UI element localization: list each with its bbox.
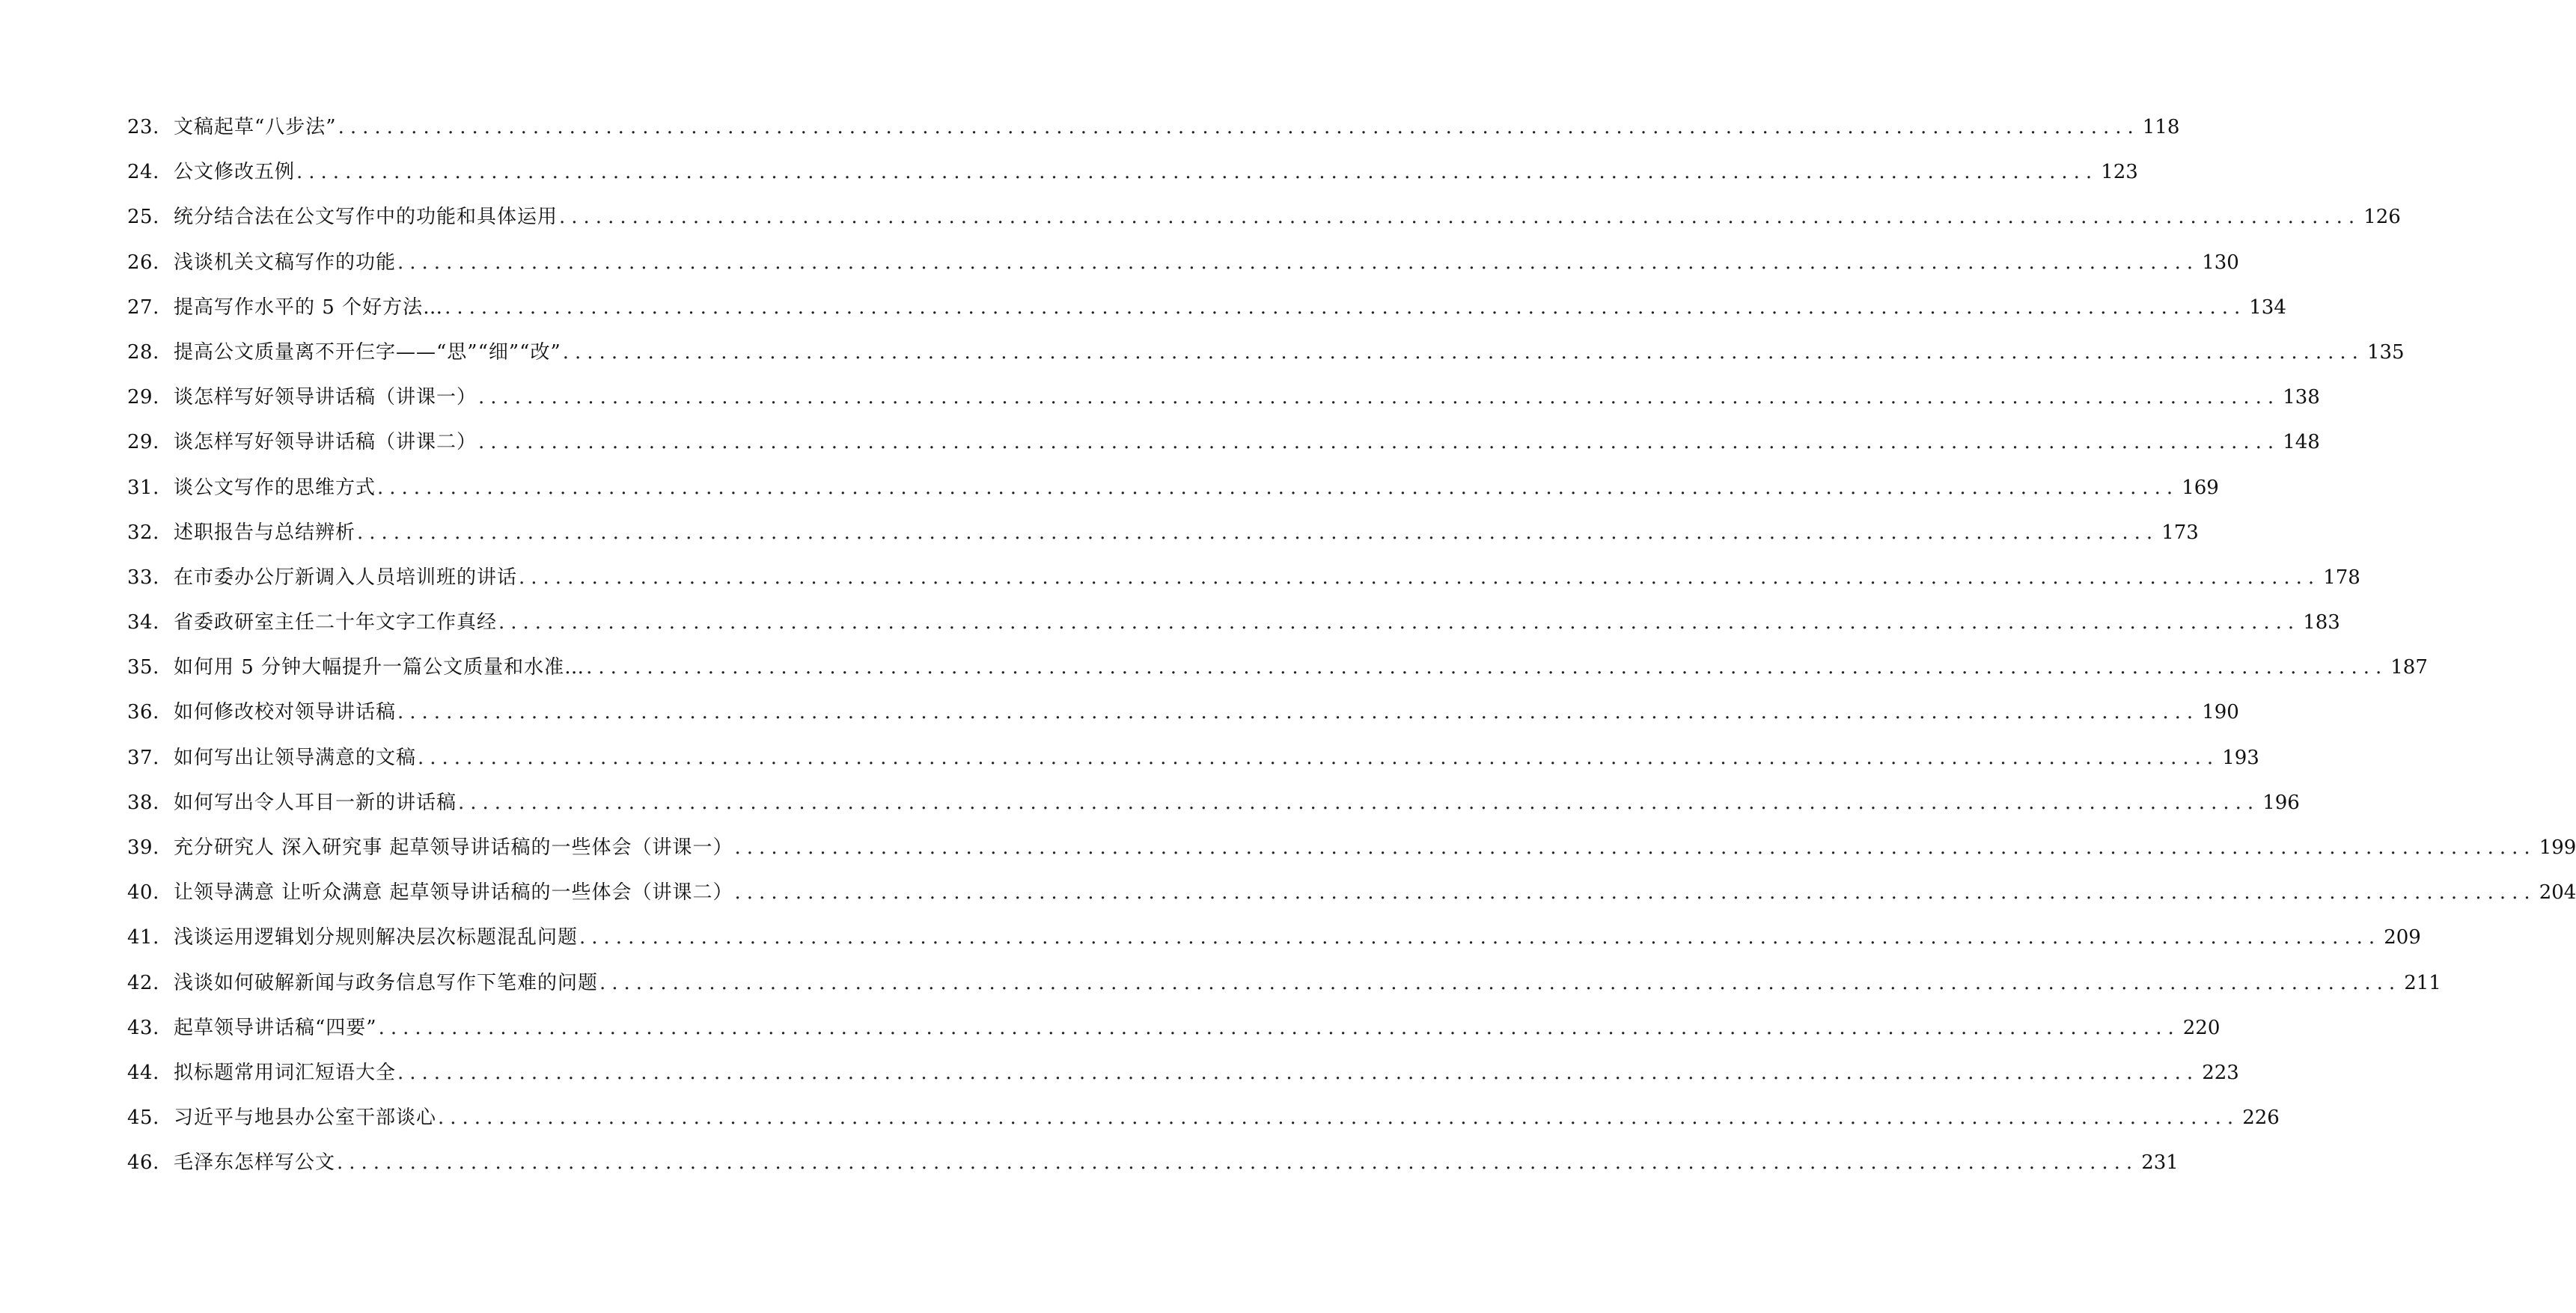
toc-leader-dots — [563, 330, 2364, 375]
toc-entry-number: 35. — [127, 656, 159, 679]
toc-leader-dots — [397, 690, 2199, 735]
toc-entry-number: 37. — [127, 746, 159, 769]
toc-entry-title: 充分研究人 深入研究事 起草领导讲话稿的一些体会（讲课一） — [174, 836, 733, 859]
toc-entry-title: 述职报告与总结辨析 — [174, 521, 356, 544]
toc-entry-page: 134 — [2249, 296, 2286, 319]
toc-leader-dots — [397, 240, 2199, 285]
toc-entry-number: 41. — [127, 926, 159, 949]
toc-entry[interactable] — [127, 240, 2239, 285]
toc-entry-title: 拟标题常用词汇短语大全 — [174, 1061, 397, 1084]
toc-entry-number: 46. — [127, 1151, 159, 1175]
toc-entry-number: 36. — [127, 701, 159, 724]
toc-entry[interactable] — [127, 961, 2441, 1006]
toc-entry-page: 118 — [2142, 116, 2180, 138]
toc-entry-title: 提高公文质量离不开仨字——“思”“细”“改” — [174, 340, 561, 364]
toc-entry-page: 187 — [2390, 656, 2428, 679]
toc-entry[interactable] — [127, 1050, 2239, 1095]
toc-leader-dots — [377, 465, 2179, 510]
toc-leader-dots — [418, 735, 2219, 780]
toc-entry-page: 223 — [2202, 1061, 2239, 1084]
toc-entry[interactable] — [127, 690, 2239, 735]
toc-entry[interactable] — [127, 1140, 2179, 1185]
toc-entry-number: 32. — [127, 521, 159, 544]
toc-entry[interactable] — [127, 465, 2219, 510]
toc-entry-number: 38. — [127, 791, 159, 814]
toc-entry-page: 220 — [2182, 1016, 2221, 1039]
toc-entry-number: 23. — [127, 116, 159, 138]
toc-entry-page: 204 — [2539, 881, 2576, 905]
toc-entry-number: 40. — [127, 881, 159, 905]
toc-entry-number: 45. — [127, 1107, 159, 1130]
toc-leader-dots — [296, 150, 2098, 195]
toc-entry-title: 谈怎样写好领导讲话稿（讲课一） — [174, 386, 477, 409]
toc-entry-title: 统分结合法在公文写作中的功能和具体运用 — [174, 206, 558, 229]
toc-entry-page: 178 — [2323, 566, 2360, 589]
toc-leader-dots — [498, 600, 2300, 645]
toc-entry[interactable] — [127, 330, 2405, 375]
toc-entry-title: 如何写出让领导满意的文稿 — [174, 746, 417, 769]
toc-entry-page: 209 — [2384, 926, 2421, 949]
toc-entry[interactable] — [127, 780, 2300, 825]
toc-entry-title: 谈公文写作的思维方式 — [174, 476, 376, 499]
toc-leader-dots — [559, 195, 2360, 239]
toc-entry-title: 如何用 5 分钟大幅提升一篇公文质量和水准… — [174, 656, 585, 679]
toc-entry-number: 24. — [127, 161, 159, 184]
toc-entry-page: 148 — [2283, 431, 2320, 454]
toc-entry-page: 231 — [2141, 1151, 2179, 1175]
toc-entry-page: 190 — [2202, 701, 2239, 724]
toc-entry[interactable] — [127, 735, 2259, 780]
toc-entry-page: 126 — [2363, 206, 2401, 229]
toc-entry-number: 29. — [127, 431, 159, 454]
toc-entry-title: 习近平与地县办公室干部谈心 — [174, 1107, 437, 1130]
toc-leader-dots — [397, 1050, 2199, 1095]
toc-entry-title: 谈怎样写好领导讲话稿（讲课二） — [174, 431, 477, 454]
toc-entry[interactable] — [127, 420, 2320, 465]
toc-entry-page: 196 — [2262, 791, 2300, 814]
toc-entry-number: 28. — [127, 340, 159, 364]
toc-entry[interactable] — [127, 1006, 2221, 1050]
toc-leader-dots — [579, 915, 2381, 960]
toc-entry-page: 193 — [2222, 746, 2259, 769]
toc-leader-dots — [338, 105, 2140, 150]
toc-entry-title: 省委政研室主任二十年文字工作真经 — [174, 611, 498, 634]
toc-entry[interactable] — [127, 285, 2286, 330]
toc-entry-number: 34. — [127, 611, 159, 634]
toc-entry-title: 浅谈如何破解新闻与政务信息写作下笔难的问题 — [174, 971, 599, 994]
toc-entry[interactable] — [127, 825, 2576, 870]
toc-entry-number: 26. — [127, 251, 159, 274]
toc-entry[interactable] — [127, 510, 2199, 555]
toc-entry[interactable] — [127, 150, 2138, 195]
toc-entry-page: 169 — [2182, 476, 2219, 499]
toc-entry-page: 183 — [2303, 611, 2340, 634]
toc-leader-dots — [445, 285, 2246, 330]
toc-entry[interactable] — [127, 555, 2360, 600]
toc-entry[interactable] — [127, 375, 2320, 420]
toc-entry[interactable] — [127, 195, 2401, 239]
toc-leader-dots — [458, 780, 2259, 825]
toc-entry-page: 130 — [2202, 251, 2239, 274]
toc-entry-title: 毛泽东怎样写公文 — [174, 1151, 336, 1175]
toc-entry-page: 135 — [2366, 340, 2405, 364]
toc-entry-title: 在市委办公厅新调入人员培训班的讲话 — [174, 566, 518, 589]
toc-entry-page: 123 — [2101, 161, 2138, 184]
toc-leader-dots — [478, 420, 2280, 465]
toc-entry[interactable] — [127, 870, 2576, 915]
toc-entry[interactable] — [127, 600, 2340, 645]
toc-entry[interactable] — [127, 915, 2421, 960]
toc-leader-dots — [599, 961, 2401, 1006]
toc-entry-title: 文稿起草“八步法” — [174, 116, 337, 138]
toc-entry[interactable] — [127, 645, 2428, 690]
toc-leader-dots — [438, 1095, 2239, 1140]
toc-leader-dots — [586, 645, 2387, 690]
toc-entry-title: 起草领导讲话稿“四要” — [174, 1016, 377, 1039]
toc-entry-number: 33. — [127, 566, 159, 589]
toc-entry-title: 让领导满意 让听众满意 起草领导讲话稿的一些体会（讲课二） — [174, 881, 733, 905]
toc-entry-number: 29. — [127, 386, 159, 409]
toc-entry[interactable] — [127, 105, 2180, 150]
toc-leader-dots — [519, 555, 2320, 600]
table-of-contents — [127, 105, 2576, 1186]
toc-entry-number: 42. — [127, 971, 159, 994]
toc-leader-dots — [337, 1140, 2138, 1185]
toc-entry-page: 199 — [2539, 836, 2576, 859]
toc-entry-number: 25. — [127, 206, 159, 229]
toc-entry-page: 173 — [2161, 521, 2199, 544]
toc-entry-number: 43. — [127, 1016, 159, 1039]
toc-entry-number: 27. — [127, 296, 159, 319]
toc-entry-number: 31. — [127, 476, 159, 499]
toc-leader-dots — [735, 870, 2536, 915]
toc-entry-page: 138 — [2283, 386, 2320, 409]
toc-entry-number: 39. — [127, 836, 159, 859]
toc-entry-title: 浅谈运用逻辑划分规则解决层次标题混乱问题 — [174, 926, 579, 949]
toc-entry-page: 211 — [2404, 971, 2441, 994]
toc-leader-dots — [735, 825, 2536, 870]
toc-leader-dots — [379, 1006, 2180, 1050]
toc-entry-page: 226 — [2242, 1107, 2280, 1130]
toc-leader-dots — [478, 375, 2280, 420]
toc-entry-title: 提高写作水平的 5 个好方法… — [174, 296, 444, 319]
toc-entry-title: 浅谈机关文稿写作的功能 — [174, 251, 397, 274]
toc-entry-title: 如何修改校对领导讲话稿 — [174, 701, 397, 724]
toc-entry-number: 44. — [127, 1061, 159, 1084]
toc-leader-dots — [357, 510, 2158, 555]
toc-entry-title: 公文修改五例 — [174, 161, 296, 184]
toc-entry-title: 如何写出令人耳目一新的讲话稿 — [174, 791, 457, 814]
toc-entry[interactable] — [127, 1095, 2280, 1140]
